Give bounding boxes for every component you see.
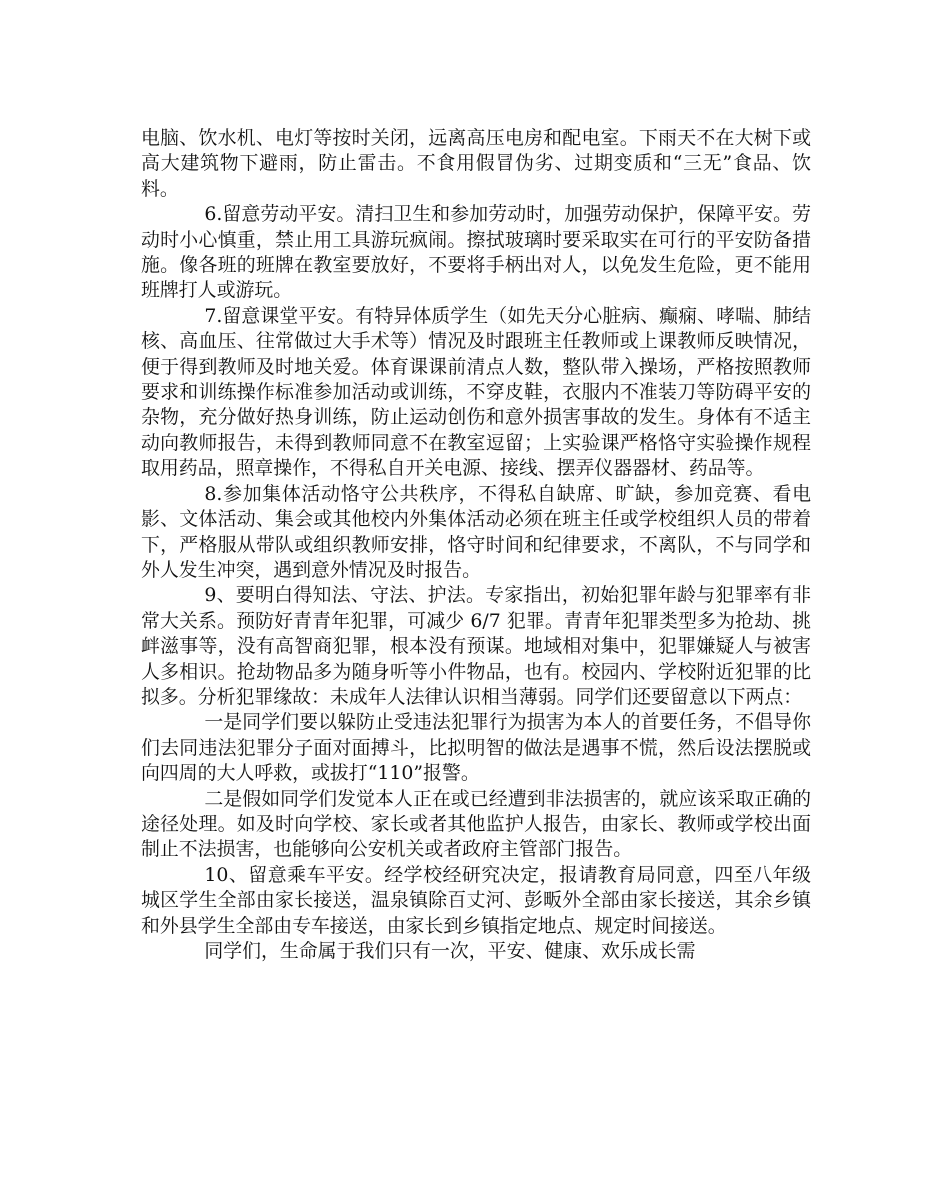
paragraph-point-one: 一是同学们要以躲防止受违法犯罪行为损害为本人的首要任务，不倡导你们去同违法犯罪分子面对面搏斗，比拟明智的做法是遇事不慌，然后设法摆脱或向四周的大人呼救，或拔打“110”报警。 [141, 711, 811, 785]
paragraph-law-awareness: 9、要明白得知法、守法、护法。专家指出，初始犯罪年龄与犯罪率有非常大关系。预防好青青年犯罪，可减少 6/7 犯罪。青青年犯罪类型多为抢劫、挑衅滋事等，没有高智商犯罪，根本没有预谋。地域相对集中，犯罪嫌疑人与被害人多相识。抢劫物品多为随身听等小件物品，也有。校园内、学校附近犯罪的比拟多。分析犯罪缘故：未成年人法律认识相当薄弱。同学们还要留意以下两点： [141, 584, 811, 708]
paragraph-group-activity: 8.参加集体活动恪守公共秩序，不得私自缺席、旷缺，参加竞赛、看电影、文体活动、集会或其他校内外集体活动必须在班主任或学校组织人员的带着下，严格服从带队或组织教师安排，恪守时间和纪律要求，不离队，不与同学和外人发生冲突，遇到意外情况及时报告。 [141, 482, 811, 581]
paragraph-labor-safety: 6.留意劳动平安。清扫卫生和参加劳动时，加强劳动保护，保障平安。劳动时小心慎重，禁止用工具游玩疯闹。擦拭玻璃时要采取实在可行的平安防备措施。像各班的班牌在教室要放好，不要将手柄出对人，以免发生危险，更不能用班牌打人或游玩。 [141, 203, 811, 302]
document-body [141, 126, 811, 964]
paragraph-classroom-safety: 7.留意课堂平安。有特异体质学生（如先天分心脏病、癫痫、哮喘、肺结核、高血压、往常做过大手术等）情况及时跟班主任教师或上课教师反映情况，便于得到教师及时地关爱。体育课课前清点人数，整队带入操场，严格按照教师要求和训练操作标准参加活动或训练，不穿皮鞋，衣服内不准装刀等防碍平安的杂物，充分做好热身训练，防止运动创伤和意外损害事故的发生。身体有不适主动向教师报告，未得到教师同意不在教室逗留；上实验课严格恪守实验操作规程取用药品，照章操作，不得私自开关电源、接线、摆弄仪器器材、药品等。 [141, 304, 811, 480]
paragraph-closing: 同学们，生命属于我们只有一次，平安、健康、欢乐成长需 [204, 940, 696, 962]
paragraph-bus-safety: 10、留意乘车平安。经学校经研究决定，报请教育局同意，四至八年级城区学生全部由家长接送，温泉镇除百丈河、彭畈外全部由家长接送，其余乡镇和外县学生全部由专车接送，由家长到乡镇指定地点、规定时间接送。 [141, 863, 811, 937]
paragraph-point-two: 二是假如同学们发觉本人正在或已经遭到非法损害的，就应该采取正确的途径处理。如及时向学校、家长或者其他监护人报告，由家长、教师或学校出面制止不法损害，也能够向公安机关或者政府主管部门报告。 [141, 787, 811, 861]
paragraph-utilities: 电脑、饮水机、电灯等按时关闭，远离高压电房和配电室。下雨天不在大树下或高大建筑物下避雨，防止雷击。不食用假冒伪劣、过期变质和“三无”食品、饮料。 [141, 127, 811, 200]
